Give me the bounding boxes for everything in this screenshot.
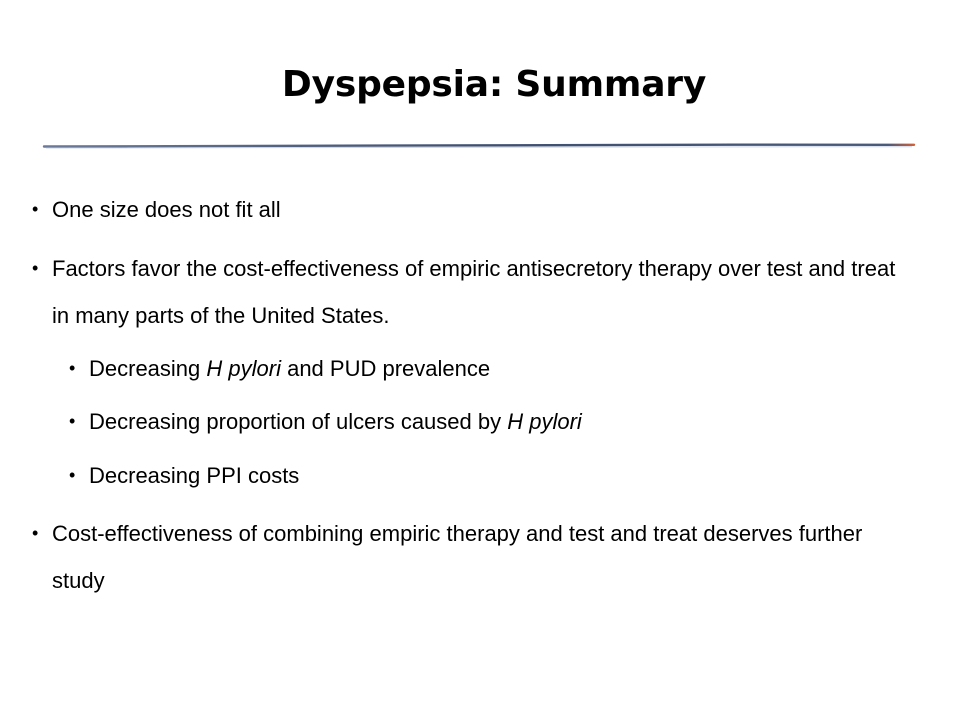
italic-term: H pylori: [206, 356, 281, 381]
bullet-text: Factors favor the cost-effectiveness of empiric antisecretory therapy over test and treat in many parts of the United States.: [52, 256, 896, 328]
title-divider-line: [42, 140, 916, 150]
sub-bullet-item: [69, 452, 909, 499]
sub-bullet-text: Decreasing PPI costs: [89, 463, 300, 488]
bullet-text: One size does not fit all: [52, 197, 281, 222]
bullet-glyph: •: [69, 465, 76, 485]
bullet-glyph: •: [69, 411, 76, 431]
bullet-text: Cost-effectiveness of combining empiric therapy and test and treat deserves further study: [52, 521, 863, 593]
title-divider: [42, 140, 916, 150]
sub-bullet-item: [69, 398, 909, 445]
text-segment: Decreasing proportion of ulcers caused by: [89, 409, 508, 434]
bullet-item: [32, 510, 912, 604]
text-segment: Decreasing: [89, 356, 207, 381]
text-segment: and PUD prevalence: [280, 356, 491, 381]
bullet-glyph: •: [32, 199, 39, 219]
sub-bullet-text: [89, 345, 909, 392]
sub-bullet-text: [89, 398, 909, 445]
bullet-item: [32, 186, 912, 233]
italic-term: H pylori: [507, 409, 582, 434]
bullet-glyph: •: [32, 258, 39, 278]
bullet-glyph: •: [69, 358, 76, 378]
bullet-item: [32, 245, 912, 339]
sub-bullet-item: [69, 345, 909, 392]
slide-title: Dyspepsia: Summary: [281, 64, 707, 105]
bullet-glyph: •: [32, 523, 39, 543]
